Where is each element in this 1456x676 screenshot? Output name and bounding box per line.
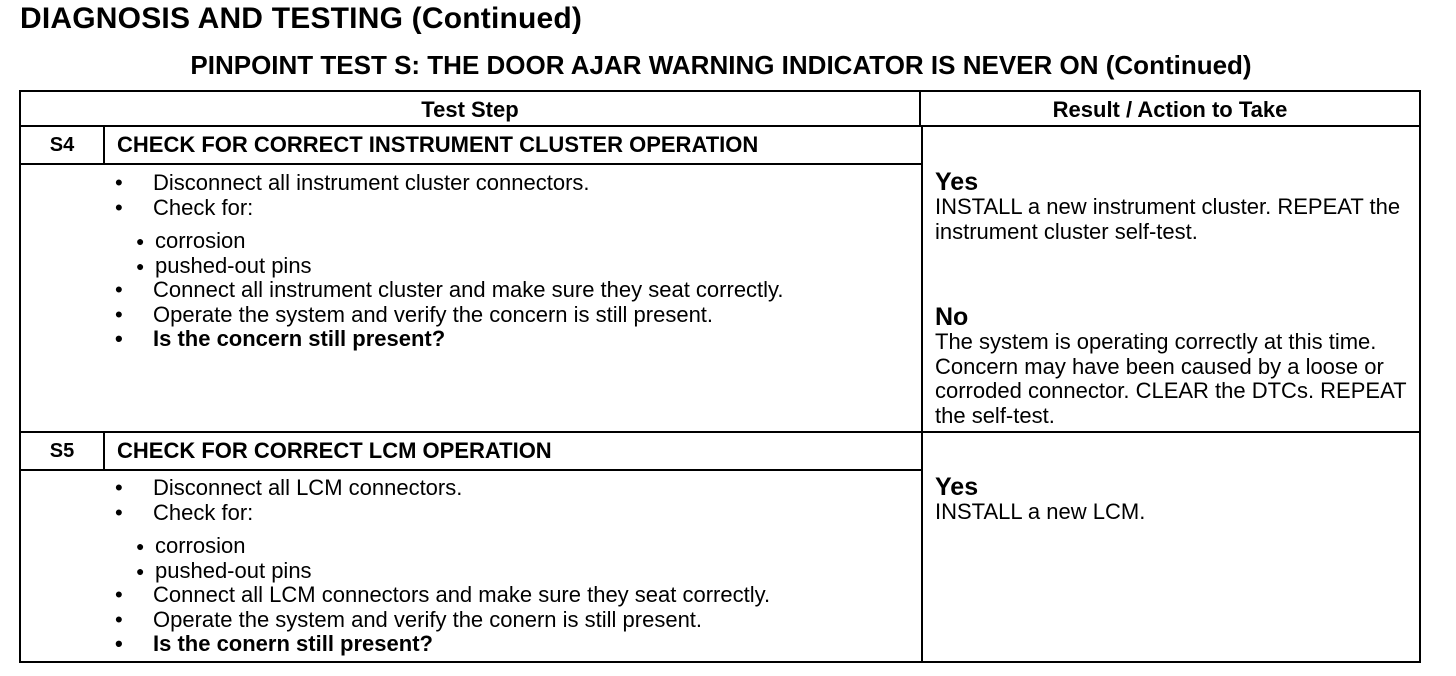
list-item: • Disconnect all LCM connectors. bbox=[115, 475, 463, 500]
bullet-icon: • bbox=[115, 631, 123, 656]
bullet-icon: • bbox=[115, 499, 123, 525]
result-yes-label: Yes bbox=[935, 168, 979, 196]
column-header-test-step: Test Step bbox=[21, 92, 921, 127]
list-item: • Check for: ● corrosion ● pushed-out pins bbox=[113, 501, 770, 584]
bullet-icon: ● bbox=[136, 562, 145, 579]
page-heading: DIAGNOSIS AND TESTING (Continued) bbox=[20, 2, 583, 35]
result-yes-text: INSTALL a new LCM. bbox=[935, 499, 1146, 524]
pinpoint-test-title: PINPOINT TEST S: THE DOOR AJAR WARNING INDICATOR IS NEVER ON (Continued) bbox=[190, 50, 1252, 80]
bullet-icon: • bbox=[115, 582, 123, 607]
result-s5-yes bbox=[935, 474, 1419, 525]
bullet-icon: • bbox=[115, 326, 123, 351]
result-yes-text: INSTALL a new instrument cluster. REPEAT the instrument cluster self-test. bbox=[935, 194, 1401, 244]
sub-list-item: ● corrosion bbox=[136, 228, 246, 253]
step-title: CHECK FOR CORRECT INSTRUMENT CLUSTER OPERATION bbox=[117, 132, 759, 157]
bullet-icon: • bbox=[115, 475, 123, 500]
result-s4-yes bbox=[935, 169, 1419, 244]
result-no-label: No bbox=[935, 303, 969, 331]
step-id: S4 bbox=[21, 127, 105, 163]
step-s5-instructions bbox=[113, 476, 770, 657]
bullet-icon: • bbox=[115, 301, 123, 327]
list-item-question: • Is the conern still present? bbox=[115, 631, 433, 656]
list-item: • Operate the system and verify the conern is still present. bbox=[115, 606, 703, 632]
column-divider bbox=[921, 127, 923, 663]
pinpoint-test-table bbox=[19, 90, 1421, 663]
result-s4-no bbox=[935, 304, 1419, 428]
sub-list-item: ● pushed-out pins bbox=[136, 252, 312, 278]
sub-list-item: ● pushed-out pins bbox=[136, 557, 312, 583]
bullet-icon: ● bbox=[136, 257, 145, 274]
list-item: • Connect all instrument cluster and make sure they seat correctly. bbox=[115, 277, 784, 302]
sub-list bbox=[134, 229, 793, 278]
bullet-icon: • bbox=[115, 194, 123, 220]
sub-list-item: ● corrosion bbox=[136, 533, 246, 558]
list-item: • Check for: ● corrosion ● pushed-out pins bbox=[113, 196, 793, 279]
bullet-icon: • bbox=[115, 277, 123, 302]
sub-list bbox=[134, 534, 770, 583]
column-header-result: Result / Action to Take bbox=[921, 92, 1419, 127]
list-item: • Connect all LCM connectors and make sure they seat correctly. bbox=[115, 582, 771, 607]
list-item: • Operate the system and verify the concern is still present. bbox=[115, 301, 714, 327]
bullet-icon: ● bbox=[136, 538, 145, 554]
result-no-text: The system is operating correctly at this time. Concern may have been caused by a loose or corroded connector. CLEAR the DTCs. REPEAT the self-test. bbox=[935, 329, 1407, 428]
step-id: S5 bbox=[21, 433, 105, 469]
bullet-icon: ● bbox=[136, 233, 145, 249]
result-yes-label: Yes bbox=[935, 473, 979, 501]
step-s4-instructions bbox=[113, 171, 793, 352]
step-header-s4 bbox=[21, 127, 921, 165]
step-title: CHECK FOR CORRECT LCM OPERATION bbox=[117, 438, 552, 463]
bullet-icon: • bbox=[115, 170, 123, 195]
step-header-s5 bbox=[21, 433, 921, 471]
list-item: • Disconnect all instrument cluster connectors. bbox=[115, 170, 590, 195]
list-item-question: • Is the concern still present? bbox=[115, 326, 446, 351]
bullet-icon: • bbox=[115, 606, 123, 632]
